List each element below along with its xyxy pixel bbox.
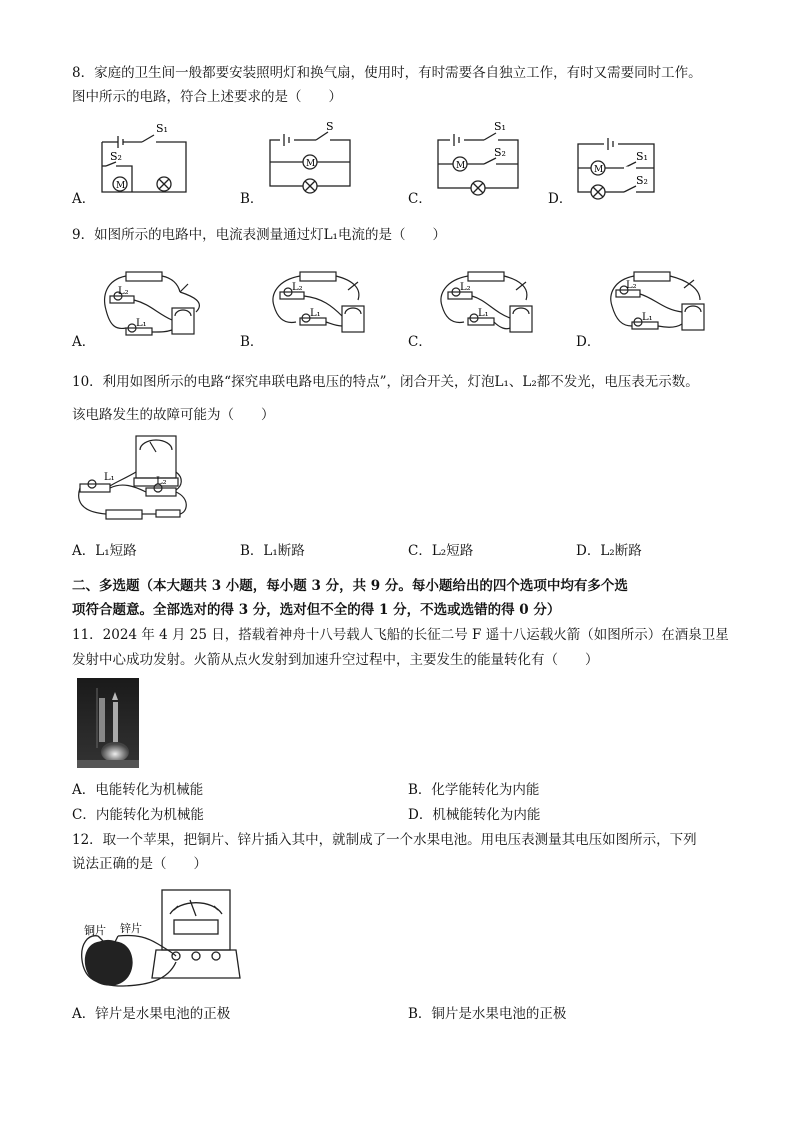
q9b-l1-label: L₁	[310, 308, 321, 319]
q10-option-c[interactable]: C．L₂短路	[408, 543, 474, 559]
q10-stem-line1: 10．利用如图所示的电路“探究串联电路电压的特点”，闭合开关，灯泡L₁、L₂都不发光，电压表无示数。	[72, 374, 699, 390]
q11-option-c[interactable]: C．内能转化为机械能	[72, 807, 204, 823]
q10-option-b[interactable]: B．L₁断路	[240, 543, 305, 559]
q9-circuit-a	[96, 266, 211, 342]
q8-circuit-d	[574, 132, 664, 202]
q8a-motor-label: M	[116, 181, 126, 191]
q8-option-c[interactable]: C．	[408, 191, 432, 207]
q12-fruit-battery-figure	[78, 884, 238, 996]
q9-stem: 9．如图所示的电路中，电流表测量通过灯L₁电流的是（ ）	[72, 227, 446, 243]
q9d-l2-label: L₂	[626, 280, 637, 291]
q9a-l1-label: L₁	[136, 318, 147, 329]
q8a-s2-label: S₂	[110, 150, 122, 163]
section2-heading-line2: 项符合题意。全部选对的得 3 分，选对但不全的得 1 分，不选或选错的得 0 分）	[72, 602, 561, 618]
q12-option-b[interactable]: B．铜片是水果电池的正极	[408, 1006, 567, 1022]
q9-circuit-c	[434, 266, 549, 342]
q11-option-d[interactable]: D．机械能转化为内能	[408, 807, 541, 823]
q9-option-b[interactable]: B．	[240, 334, 264, 350]
q9-circuit-d	[604, 266, 719, 342]
q9-option-c[interactable]: C．	[408, 334, 432, 350]
q10-option-d[interactable]: D．L₂断路	[576, 543, 642, 559]
q9c-l2-label: L₂	[460, 282, 471, 293]
q8d-motor-label: M	[594, 165, 604, 175]
q8-circuit-a	[96, 118, 196, 200]
section2-heading-line1: 二、多选题（本大题共 3 小题，每小题 3 分，共 9 分。每小题给出的四个选项中均有多个选	[72, 578, 628, 594]
q8-stem-line2: 图中所示的电路，符合上述要求的是（ ）	[72, 89, 342, 105]
q10-option-a[interactable]: A．L₁短路	[72, 543, 137, 559]
q12-stem-line1: 12．取一个苹果，把铜片、锌片插入其中，就制成了一个水果电池。用电压表测量其电压如图所示，下列	[72, 832, 697, 848]
q11-option-a[interactable]: A．电能转化为机械能	[72, 782, 204, 798]
q8c-s2-label: S₂	[494, 146, 506, 159]
q8d-s2-label: S₂	[636, 174, 648, 187]
q8d-s1-label: S₁	[636, 150, 648, 163]
rocket-launch-photo	[77, 678, 139, 768]
q8b-s-label: S	[326, 120, 334, 133]
q8-circuit-c	[434, 118, 534, 200]
q9c-l1-label: L₁	[478, 308, 489, 319]
q8-option-b[interactable]: B．	[240, 191, 264, 207]
q12-stem-line2: 说法正确的是（ ）	[72, 856, 207, 872]
q11-stem-line1: 11．2024 年 4 月 25 日，搭载着神舟十八号载人飞船的长征二号 F 遥十八运载火箭（如图所示）在酒泉卫星	[72, 627, 729, 643]
q12-zinc-label: 锌片	[120, 922, 142, 935]
q8-circuit-b	[266, 118, 366, 200]
q10-l2-label: L₂	[156, 476, 167, 487]
q11-option-b[interactable]: B．化学能转化为内能	[408, 782, 540, 798]
q8c-s1-label: S₁	[494, 120, 506, 133]
q12-option-a[interactable]: A．锌片是水果电池的正极	[72, 1006, 231, 1022]
q8-option-a[interactable]: A．	[72, 191, 96, 207]
q10-l1-label: L₁	[104, 472, 115, 483]
q8-option-d[interactable]: D．	[548, 191, 573, 207]
q9a-l2-label: L₂	[118, 286, 129, 297]
q11-stem-line2: 发射中心成功发射。火箭从点火发射到加速升空过程中，主要发生的能量转化有（ ）	[72, 652, 599, 668]
q12-copper-label: 铜片	[84, 924, 106, 937]
q9d-l1-label: L₁	[642, 312, 653, 323]
q10-circuit-figure	[76, 432, 196, 532]
q9-option-a[interactable]: A．	[72, 334, 96, 350]
q10-stem-line2: 该电路发生的故障可能为（ ）	[72, 407, 275, 423]
q8b-motor-label: M	[306, 159, 316, 169]
q9-circuit-b	[266, 266, 381, 342]
q8a-s1-label: S₁	[156, 122, 168, 135]
q8c-motor-label: M	[456, 161, 466, 171]
q8-stem-line1: 8．家庭的卫生间一般都要安装照明灯和换气扇，使用时，有时需要各自独立工作，有时又需要同时工作。	[72, 65, 702, 81]
q9b-l2-label: L₂	[292, 282, 303, 293]
q9-option-d[interactable]: D．	[576, 334, 601, 350]
